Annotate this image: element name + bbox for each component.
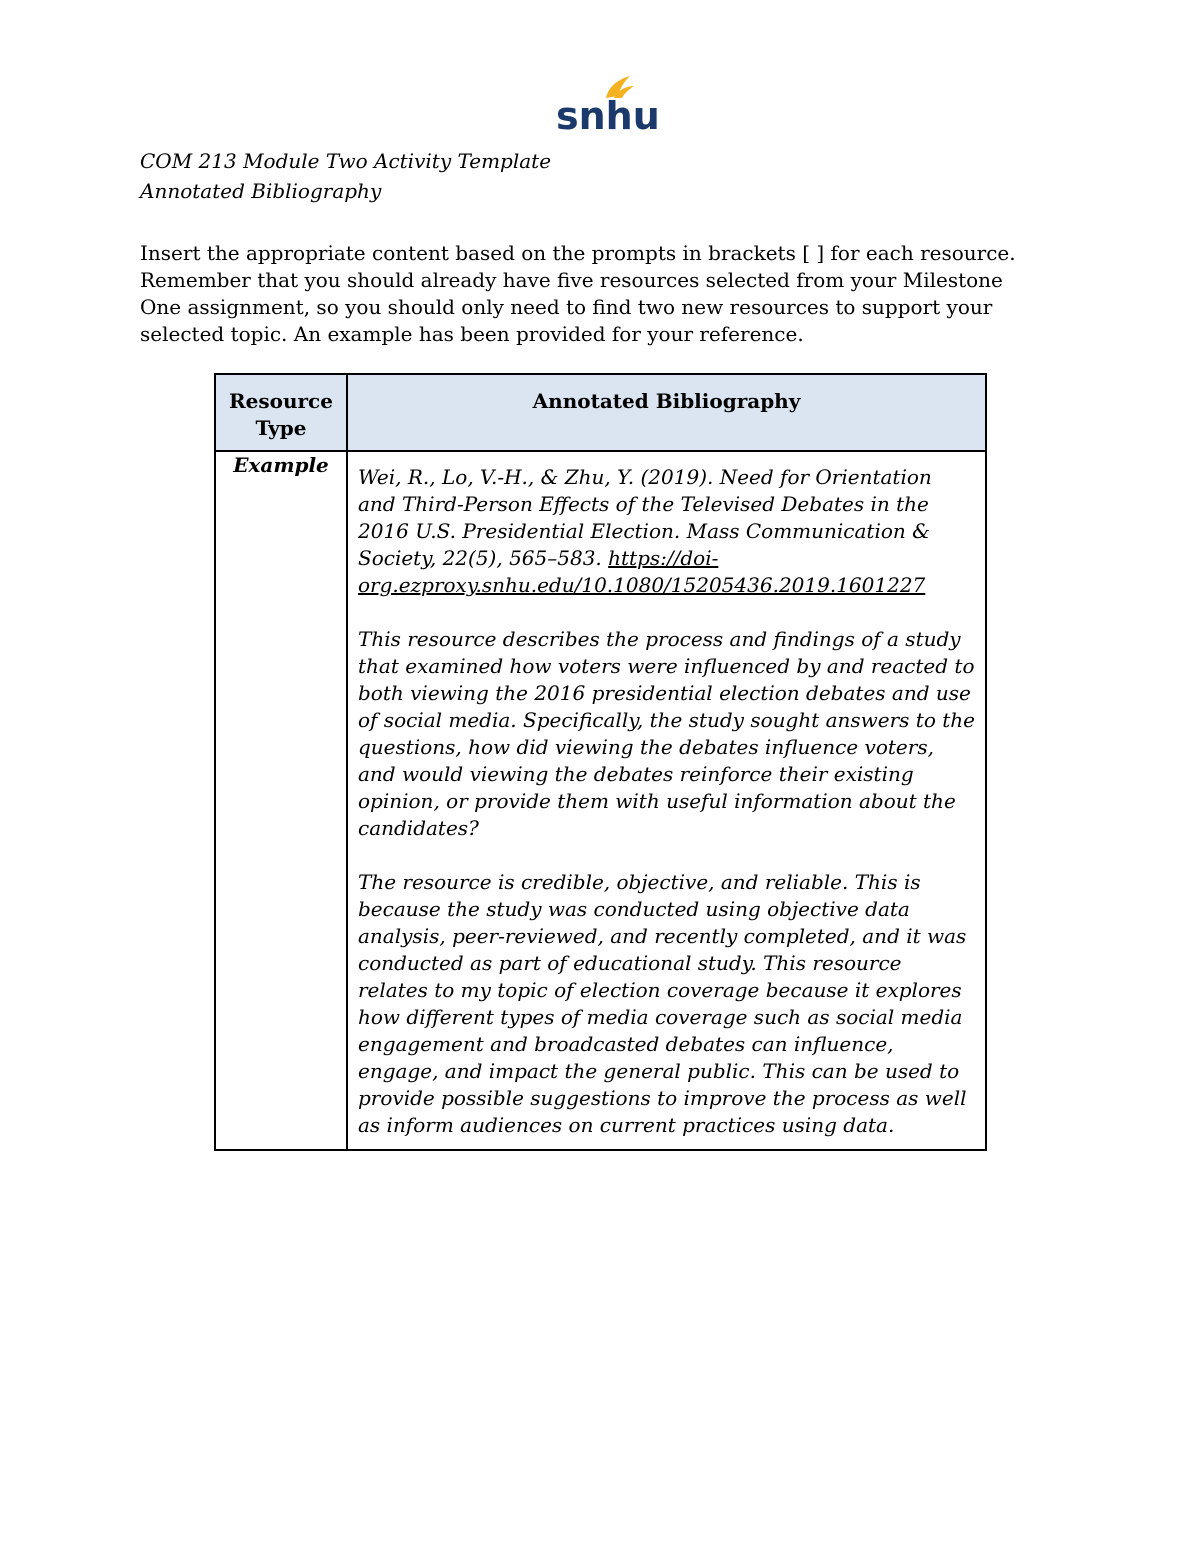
bibliography-table (214, 373, 987, 1151)
citation-text: Wei, R., Lo, V.-H., & Zhu, Y. (2019). Need for Orientation and Third-Person Effects of the Televised Debates in the 2016 U.S. Presidential Election. Mass Communication & Society, 22(5), 565–583. (358, 465, 932, 570)
instructions-paragraph: Insert the appropriate content based on the prompts in brackets [ ] for each resource. Remember that you should already have five resources selected from your Milestone One assignment, so you should only need to find two new resources to support your selected topic. An example has been provided for your reference. (140, 241, 1016, 346)
header-annotated-bibliography: Annotated Bibliography (347, 374, 986, 451)
table-header-row (215, 374, 986, 451)
annotation-cell (347, 451, 986, 1150)
snhu-logo (556, 74, 660, 138)
logo-text: snhu (556, 94, 660, 138)
table-row (215, 451, 986, 1150)
resource-type-cell: Example (215, 451, 347, 1150)
citation (358, 464, 975, 599)
title-line-2: Annotated Bibliography (140, 179, 382, 203)
header-resource-type: Resource Type (215, 374, 347, 451)
evaluation-paragraph: The resource is credible, objective, and reliable. This is because the study was conducted using objective data analysis, peer-reviewed, and recently completed, and it was conducted as part of educational study. This resource relates to my topic of election coverage because it explores how different types of media coverage such as social media engagement and broadcasted debates can influence, engage, and impact the general public. This can be used to provide possible suggestions to improve the process as well as inform audiences on current practices using data. (358, 870, 967, 1137)
document-title (140, 146, 551, 206)
doi-link[interactable]: https://doi-org.ezproxy.snhu.edu/10.1080/15205436.2019.1601227 (358, 546, 926, 597)
title-line-1: COM 213 Module Two Activity Template (140, 149, 552, 173)
summary-paragraph: This resource describes the process and findings of a study that examined how voters were influenced by and reacted to both viewing the 2016 presidential election debates and use of social media. Specifically, the study sought answers to the questions, how did viewing the debates influence voters, and would viewing the debates reinforce their existing opinion, or provide them with useful information about the candidates? (358, 627, 975, 840)
